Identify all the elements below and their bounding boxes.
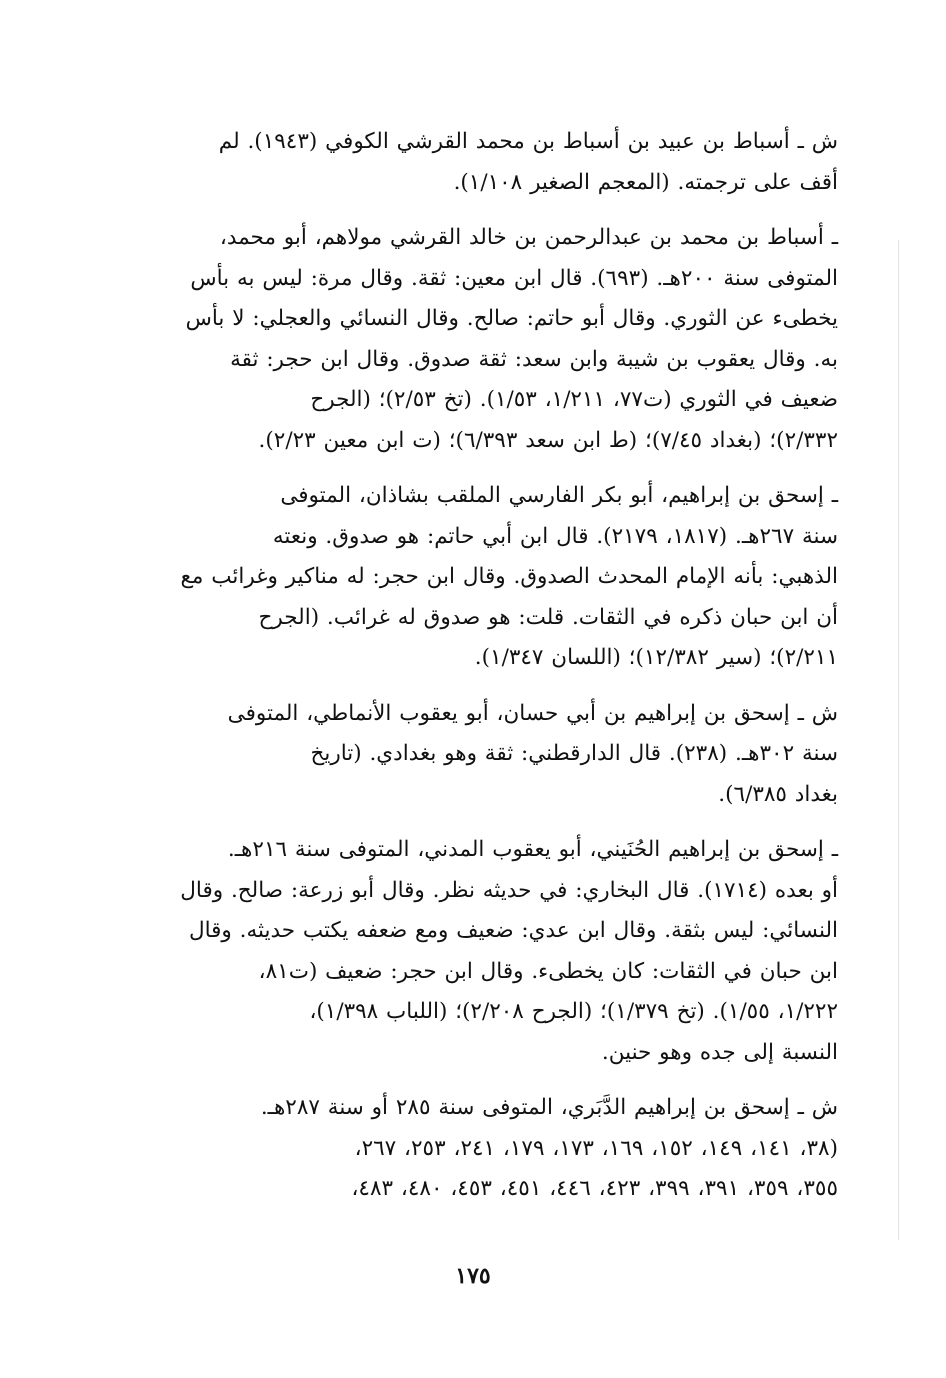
entry-line: يخطىء عن الثوري. وقال أبو حاتم: صالح. وقال النسائي والعجلي: لا بأس [185,306,838,331]
entry-line: به. وقال يعقوب بن شيبة وابن سعد: ثقة صدوق. وقال ابن حجر: ثقة [230,346,838,372]
entry-line: أن ابن حبان ذكره في الثقات. قلت: هو صدوق له غرائب. (الجرح [258,604,838,630]
entry-line: ١/٢٢٢، ١/٥٥). (تخ ١/٣٧٩)؛ (الجرح ٢/٢٠٨)؛ (اللباب ١/٣٩٨)، [309,999,838,1024]
narrator-entry [138,1088,838,1210]
entry-line: المتوفى سنة ٢٠٠هـ. (٦٩٣). قال ابن معين: ثقة. وقال مرة: ليس به بأس [190,265,838,291]
entry-line: ٢/٣٣٢)؛ (بغداد ٧/٤٥)؛ (ط ابن سعد ٦/٣٩٣)؛ (ت ابن معين ٢/٢٣). [258,427,838,453]
entry-line: سنة ٢٦٧هـ. (١٨١٧، ٢١٧٩). قال ابن أبي حاتم: هو صدوق. ونعته [272,523,838,549]
entry-line: بغداد ٦/٣٨٥). [718,781,838,807]
narrator-entry [138,122,838,203]
entry-line: النسبة إلى جده وهو حنين. [601,1039,838,1065]
entry-line: ـ إسحق بن إبراهيم، أبو بكر الفارسي الملقب بشاذان، المتوفى [280,483,838,508]
entry-line: ٣٥٥، ٣٥٩، ٣٩١، ٣٩٩، ٤٢٣، ٤٤٦، ٤٥١، ٤٥٣، ٤٨٠، ٤٨٣، [351,1176,838,1201]
narrator-entry [138,830,838,1073]
entry-line: ٢/٢١١)؛ (سير ١٢/٣٨٢)؛ (اللسان ١/٣٤٧). [474,645,838,670]
page-body [138,122,838,1225]
entry-line: ـ أسباط بن محمد بن عبدالرحمن بن خالد القرشي مولاهم، أبو محمد، [219,225,838,250]
entry-line: ش ـ إسحق بن إبراهيم الدَّبَري، المتوفى سنة ٢٨٥ أو سنة ٢٨٧هـ. [260,1095,838,1120]
entry-line: أقف على ترجمته. (المعجم الصغير ١/١٠٨). [453,169,838,195]
entry-line: أو بعده (١٧١٤). قال البخاري: في حديثه نظر. وقال أبو زرعة: صالح. وقال [180,877,838,903]
entry-line: ـ إسحق بن إبراهيم الحُنَيني، أبو يعقوب المدني، المتوفى سنة ٢١٦هـ. [227,837,838,862]
narrator-entry [138,218,838,461]
entry-line: النسائي: ليس بثقة. وقال ابن عدي: ضعيف ومع ضعفه يكتب حديثه. وقال [188,918,838,943]
narrator-entry [138,476,838,679]
entry-line: (٣٨، ١٤١، ١٤٩، ١٥٢، ١٦٩، ١٧٣، ١٧٩، ٢٤١، ٢٥٣، ٢٦٧، [354,1135,838,1161]
entry-line: ابن حبان في الثقات: كان يخطىء. وقال ابن حجر: ضعيف (ت٨١، [258,958,838,984]
page-number: ١٧٥ [455,1263,491,1289]
page-edge-shadow [898,240,899,1240]
entry-line: الذهبي: بأنه الإمام المحدث الصدوق. وقال ابن حجر: له مناكير وغرائب مع [180,564,838,589]
entry-line: سنة ٣٠٢هـ. (٢٣٨). قال الدارقطني: ثقة وهو بغدادي. (تاريخ [310,741,838,766]
entry-line: ضعيف في الثوري (ت٧٧، ١/٢١١، ١/٥٣). (تخ ٢/٥٣)؛ (الجرح [310,387,838,412]
entry-line: ش ـ أسباط بن عبيد بن أسباط بن محمد القرشي الكوفي (١٩٤٣). لم [218,129,838,154]
entry-line: ش ـ إسحق بن إبراهيم بن أبي حسان، أبو يعقوب الأنماطي، المتوفى [227,700,838,726]
narrator-entry [138,694,838,816]
